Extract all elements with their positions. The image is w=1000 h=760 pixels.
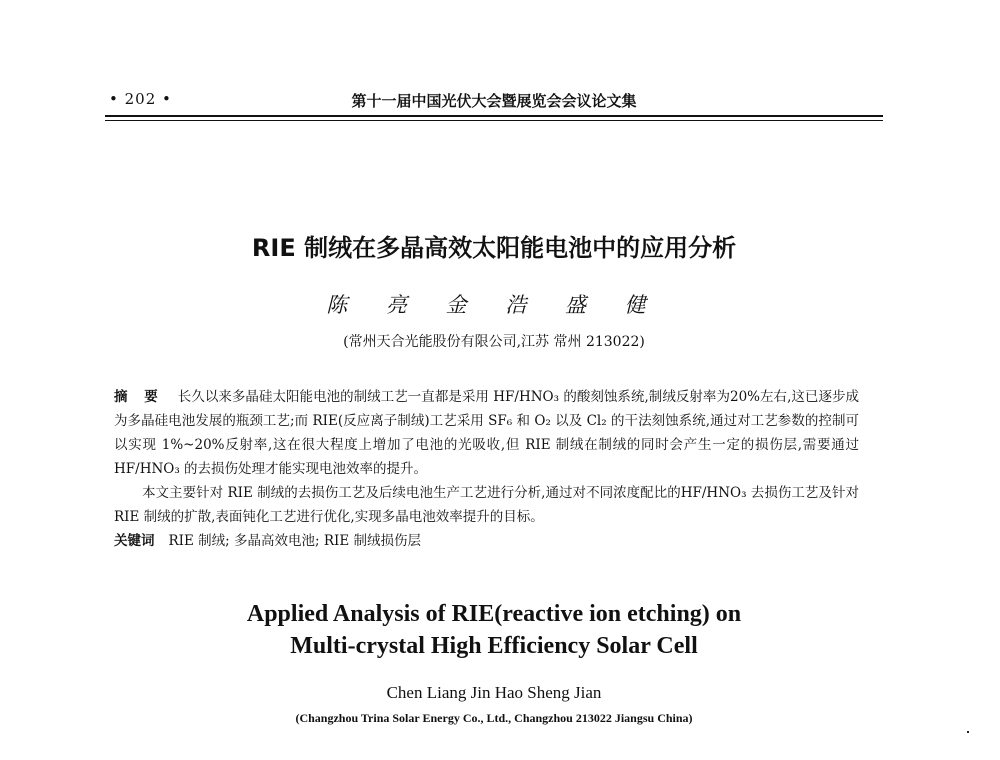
abstract-text-2: 本文主要针对 RIE 制绒的去损伤工艺及后续电池生产工艺进行分析,通过对不同浓度配比的HF/HNO₃ 去损伤工艺及针对 RIE 制绒的扩散,表面钝化工艺进行优化,实现多晶电池效率提升的目标。 — [114, 485, 859, 525]
abstract-label: 摘 要 — [114, 389, 164, 405]
keywords-label: 关键词 — [114, 533, 155, 549]
english-authors: Chen Liang Jin Hao Sheng Jian — [386, 683, 602, 702]
page-header — [105, 88, 883, 112]
english-title-line-2: Multi-crystal High Efficiency Solar Cell — [290, 633, 698, 659]
journal-title: 第十一届中国光伏大会暨展览会会议论文集 — [351, 92, 637, 110]
chinese-authors: 陈 亮 金 浩 盛 健 — [326, 293, 662, 317]
chinese-affiliation: (常州天合光能股份有限公司,江苏 常州 213022) — [343, 334, 645, 350]
keywords-line — [114, 529, 859, 553]
abstract-paragraph-2 — [114, 481, 859, 529]
scan-speck — [967, 731, 969, 733]
header-rule-thin — [105, 120, 883, 121]
abstract-paragraph-1 — [114, 385, 859, 481]
keywords-text: RIE 制绒; 多晶高效电池; RIE 制绒损伤层 — [168, 533, 421, 549]
page-number: • 202 • — [109, 90, 172, 108]
abstract-text-1: 长久以来多晶硅太阳能电池的制绒工艺一直都是采用 HF/HNO₃ 的酸刻蚀系统,制绒反射率为20%左右,这已逐步成为多晶硅电池发展的瓶颈工艺;而 RIE(反应离子制绒)工艺采用 SF₆ 和 O₂ 以及 Cl₂ 的干法刻蚀系统,通过对工艺参数的控制可以实现 1%~20%反射率,这在很大程度上增加了电池的光吸收,但 RIE 制绒在制绒的同时会产生一定的损伤层,需要通过 HF/HNO₃ 的去损伤处理才能实现电池效率的提升。 — [114, 389, 859, 477]
chinese-title: RIE 制绒在多晶高效太阳能电池中的应用分析 — [251, 234, 737, 262]
english-affiliation: (Changzhou Trina Solar Energy Co., Ltd., Changzhou 213022 Jiangsu China) — [295, 711, 693, 725]
abstract-block — [114, 385, 859, 553]
header-rule-thick — [105, 115, 883, 117]
english-title-line-1: Applied Analysis of RIE(reactive ion etching) on — [246, 601, 742, 627]
english-title — [105, 598, 883, 662]
